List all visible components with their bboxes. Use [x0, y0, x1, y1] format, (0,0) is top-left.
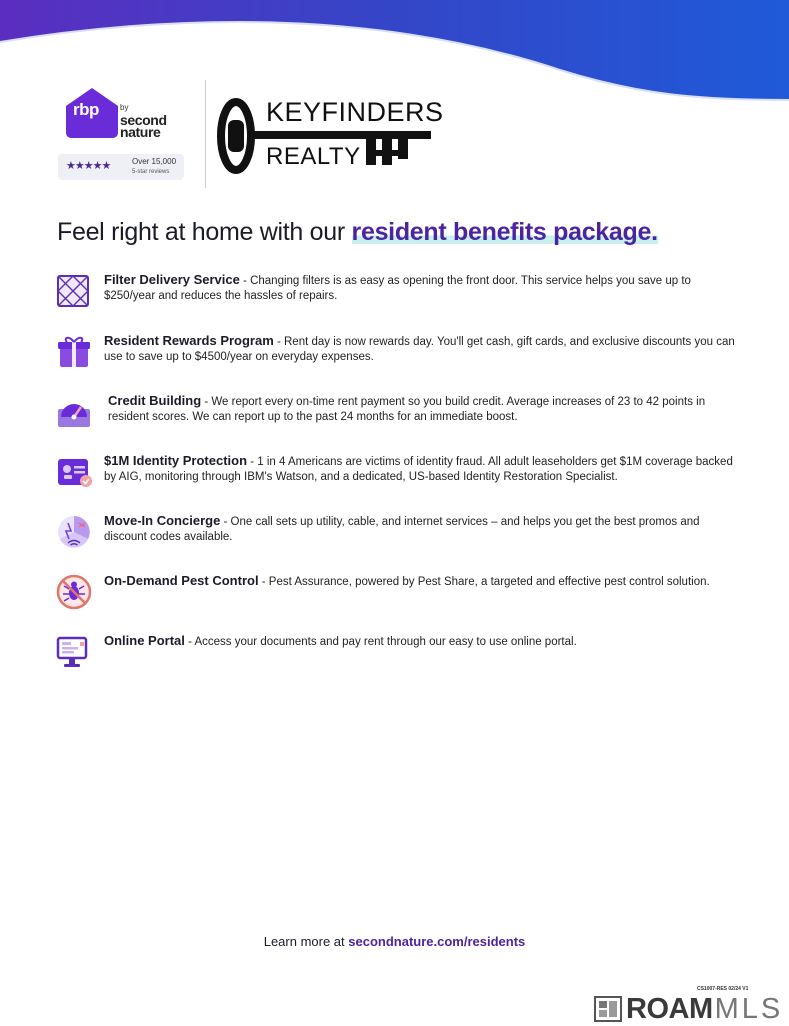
learn-more-line: Learn more at secondnature.com/residents [263, 934, 526, 949]
rbp-logo-block [58, 84, 198, 184]
benefit-credit-building: Credit Building - We report every on-time rent payment so you build credit. Average increases of 23 to 42 points in resident scores. We can report up to the past 24 months for an immediate boost. [0, 393, 789, 443]
benefit-online-portal: Online Portal - Access your documents and pay rent through our easy to use online portal. [0, 633, 789, 683]
no-bugs-icon [55, 573, 93, 611]
id-card-icon [55, 453, 93, 491]
roam-mls-logo: ROAMMLS [594, 993, 789, 1023]
reviews-label: 5-star reviews [132, 169, 170, 175]
logo-divider [205, 80, 206, 188]
portal-monitor-icon [55, 633, 93, 671]
benefit-pest-control: On-Demand Pest Control - Pest Assurance, powered by Pest Share, a targeted and effective pest control solution. [0, 573, 789, 623]
benefit-resident-rewards: Resident Rewards Program - Rent day is now rewards day. You'll get cash, gift cards, and exclusive discounts you can use to save up to $4500/year on everyday expenses. [0, 333, 789, 383]
keyfinders-wordmark: KEYFINDERS [266, 97, 444, 127]
credit-gauge-icon [55, 393, 93, 431]
reviews-badge [58, 154, 184, 180]
roam-mls-mark-icon [594, 996, 622, 1022]
second-nature-wordmark: by second nature [120, 103, 167, 140]
document-code: CS1007-RES 02/24 V1 [697, 986, 749, 992]
realty-wordmark: REALTY [266, 143, 361, 170]
benefit-identity-protection: $1M Identity Protection - 1 in 4 Americans are victims of identity fraud. All adult leaseholders get $1M coverage backed by AIG, monitoring through IBM's Watson, and a dedicated, US-based Identity Restoration Specialist. [0, 453, 789, 503]
page-headline: Feel right at home with our resident benefits package. [57, 218, 658, 246]
filter-icon [55, 272, 93, 310]
benefit-move-in-concierge: Move-In Concierge - One call sets up utility, cable, and internet services – and helps you get the best promos and discount codes available. [0, 513, 789, 563]
headline-highlight: resident benefits package. [351, 218, 658, 246]
five-stars-icon: ★★★★★ [66, 160, 111, 172]
reviews-count: Over 15,000 [132, 157, 177, 166]
residents-link[interactable]: secondnature.com/residents [348, 934, 526, 949]
utilities-icon [55, 513, 93, 551]
rbp-wordmark: rbp [73, 100, 99, 119]
gift-icon [55, 333, 93, 371]
benefit-filter-delivery: Filter Delivery Service - Changing filters is as easy as opening the front door. This service helps you save up to $250/year and reduces the hassles of repairs. [0, 272, 789, 322]
